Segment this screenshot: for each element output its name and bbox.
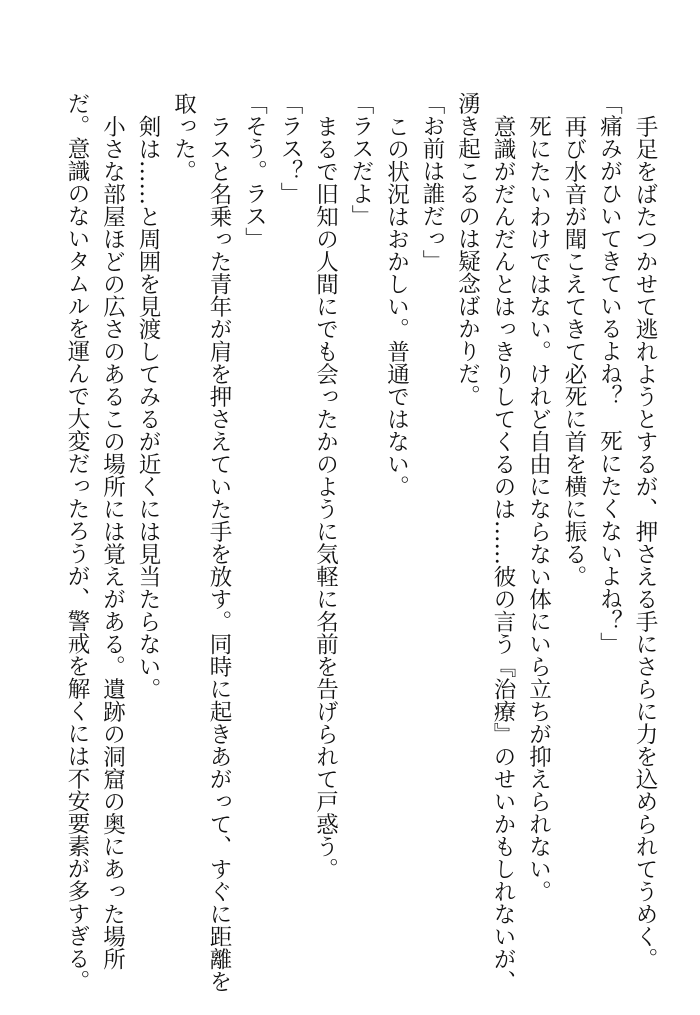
vertical-text-body bbox=[22, 92, 662, 992]
text-line-14: 小さな部屋ほどの広さのあるこの場所には覚えがある。遺跡の洞窟の奥にあった場所だ。意識のないタムルを運んで大変だったろうが、警戒を解くには不安要素が多すぎる。 bbox=[64, 92, 126, 992]
text-line-7: この状況はおかしい。普通ではない。 bbox=[383, 114, 410, 497]
text-line-8: 「ラスだよ」 bbox=[348, 92, 374, 227]
text-line-3: 再び水音が聞こえてきて必死に首を横に振る。 bbox=[561, 114, 587, 587]
text-line-2: 「痛みがひいてきているよね？ 死にたくないよね？」 bbox=[596, 92, 623, 655]
text-line-11: 「そう。ラス」 bbox=[241, 92, 268, 250]
text-line-13: 剣は……と周囲を見渡してみるが近くには見当たらない。 bbox=[135, 114, 161, 700]
text-line-5: 意識がだんだんとはっきりしてくるのは……彼の言う『治療』のせいかもしれないが、湧き起こるのは疑念ばかりだ。 bbox=[454, 92, 516, 992]
text-line-1: 手足をばたつかせて逃れようとするが、押さえる手にさらに力を込められてうめく。 bbox=[632, 114, 658, 970]
text-line-6: 「お前は誰だっ」 bbox=[419, 92, 445, 272]
text-line-12: ラスと名乗った青年が肩を押さえていた手を放す。同時に起きあがって、すぐに距離を取った。 bbox=[170, 92, 232, 992]
text-line-9: まるで旧知の人間にでも会ったかのように気軽に名前を告げられて戸惑う。 bbox=[312, 114, 339, 880]
text-line-10: 「ラス？」 bbox=[277, 92, 303, 205]
text-line-4: 死にたいわけではない。けれど自由にならない体にいら立ちが抑えられない。 bbox=[525, 114, 552, 902]
